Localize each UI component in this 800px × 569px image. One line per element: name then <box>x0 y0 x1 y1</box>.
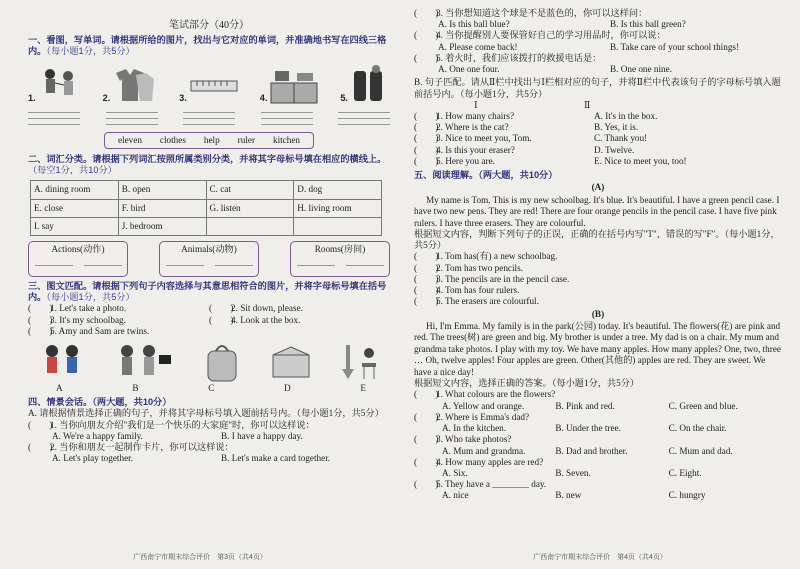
list-item: ( ) 3. It's my schoolbag. <box>28 314 126 325</box>
table-cell <box>294 217 382 235</box>
kitchen-icon <box>269 65 319 105</box>
options: A. We're a happy family. B. I have a happy day. <box>52 430 303 441</box>
word: help <box>203 134 220 145</box>
right-page <box>400 0 800 569</box>
photo-icon <box>115 341 175 383</box>
table-cell <box>206 217 294 235</box>
writing-line[interactable] <box>338 108 390 126</box>
list-item: ( ) 5. They have a ________ day. <box>414 479 547 490</box>
list-item: ( ) 4. Is this your eraser? D. Twelve. <box>414 144 635 155</box>
list-item: ( ) 2. Where is the cat? B. Yes, it is. <box>414 122 639 133</box>
picture-labels: A B C D E <box>56 383 366 394</box>
vocab-table <box>30 180 382 236</box>
picture-4: 4. <box>260 63 320 105</box>
picture-match-items <box>28 303 390 337</box>
list-item: ( ) 5. The erasers are colourful. <box>414 296 539 307</box>
picture-row <box>28 63 390 105</box>
section-2-heading: 二、词汇分类。请根据下列词汇按照所属类别分类，并将其字母标号填在相应的横线上。（每空1分，共10分） <box>28 153 387 176</box>
list-item: ( ) 5. Amy and Sam are twins. <box>28 325 150 336</box>
list-item: ( ) 3. Who take photos? <box>414 434 512 445</box>
picture-2: 2. <box>103 63 159 105</box>
sentence-match <box>414 111 782 167</box>
passage-a-label: (A) <box>591 182 605 193</box>
section-4-heading: 四、情景会话。（两大题，共10分） <box>28 397 172 408</box>
dialogue-question: ( ) 1. 当你向朋友介绍"我们是一个快乐的大家庭"时，你可以这样说： <box>28 419 315 430</box>
list-item: ( ) 2. Tom has two pencils. <box>414 262 523 273</box>
writing-line[interactable] <box>28 108 80 126</box>
list-item: ( ) 3. Nice to meet you, Tom. C. Thank you! <box>414 133 648 144</box>
table-cell: I. say <box>31 217 119 235</box>
passage-a-instructions: 根据短文内容，判断下列句子的正误，正确的在括号内写"T"，错误的写"F"。（每小题1分，共5分） <box>414 229 780 251</box>
table-cell: B. open <box>118 181 206 199</box>
table-cell: E. close <box>31 199 119 217</box>
true-false-items <box>414 251 782 307</box>
schoolbag-icon <box>202 341 242 383</box>
actions-box: Actions(动作) <box>28 241 128 277</box>
picture-3: 3. <box>179 63 239 105</box>
table-cell: G. listen <box>206 199 294 217</box>
animals-box: Animals(动物) <box>159 241 259 277</box>
list-item: ( ) 2. Sit down, please. <box>209 303 303 314</box>
list-item: ( ) 4. How many apples are red? <box>414 456 544 467</box>
rooms-box: Rooms(房间) <box>290 241 390 277</box>
match-pictures <box>38 341 380 383</box>
writing-line[interactable] <box>261 108 313 126</box>
dialogue-question: ( ) 2. 当你和朋友一起制作卡片，你可以这样说： <box>28 442 234 453</box>
column-headers: Ⅰ Ⅱ <box>474 99 591 110</box>
picture-5: 5. <box>340 63 390 105</box>
four-line-grids <box>28 108 390 126</box>
twins-icon <box>38 341 88 383</box>
table-cell: J. bedroom <box>118 217 206 235</box>
picture-1: 1. <box>28 63 82 105</box>
box-icon <box>269 341 313 383</box>
section-4a-instructions: A. 请根据情景选择正确的句子，并将其字母标号填入题前括号内。（每小题1分，共5分） <box>28 408 384 419</box>
list-item: ( ) 4. Tom has four rulers. <box>414 285 520 296</box>
dialogue-continued: ( ) 3. 当你想知道这个球是不是蓝色的，你可以这样问： A. Is this ball blue? B. Is this ball green? ( ) 4. 当你提醒别人要保管好自己的学习用品时，你可以说： A. Please come back! B. Take care of your school things! ( ) 5. 着火时，我们应该拨打的救援电话是： A. One one four. B. One one nine. <box>414 8 740 75</box>
section-5-heading: 五、阅读理解。（两大题，共10分） <box>414 170 558 181</box>
word: kitchen <box>272 134 301 145</box>
options: A. Let's play together. B. Let's make a card together. <box>52 453 331 464</box>
category-boxes <box>28 241 390 277</box>
list-item: ( ) 1. Tom has(有) a new schoolbag. <box>414 251 558 262</box>
page-footer: 广西南宁市期末综合评价 第3页（共4页） <box>133 554 267 562</box>
passage-b-instructions: 根据短文内容，选择正确的答案。（每小题1分，共5分） <box>414 378 640 389</box>
ruler-icon <box>189 65 239 105</box>
list-item: ( ) 1. Let's take a photo. <box>28 303 127 314</box>
list-item: ( ) 1. How many chairs? A. It's in the box. <box>414 110 658 121</box>
list-item: ( ) 1. What colours are the flowers? <box>414 389 556 400</box>
page-footer: 广西南宁市期末综合评价 第4页（共4页） <box>533 554 667 562</box>
helping-people-icon <box>38 65 82 105</box>
word: ruler <box>237 134 256 145</box>
writing-line[interactable] <box>183 108 235 126</box>
passage-b-label: (B) <box>591 308 605 319</box>
word: eleven <box>117 134 142 145</box>
written-part-title: 笔试部分（40分） <box>169 20 249 31</box>
section-4b-heading: B. 句子匹配。请从Ⅱ栏中找出与Ⅰ栏相对应的句子，并将Ⅱ栏中代表该句子的字母标号填入题前括号内。（每小题1分，共5分） <box>414 77 781 99</box>
sit-down-icon <box>340 341 380 383</box>
list-item: ( ) 3. The pencils are in the pencil case. <box>414 273 570 284</box>
table-cell: A. dining room <box>31 181 119 199</box>
table-cell: H. living room <box>294 199 382 217</box>
table-cell: D. dog <box>294 181 382 199</box>
clothes-icon <box>112 65 158 105</box>
table-cell: F. bird <box>118 199 206 217</box>
multiple-choice-items: ( ) 1. What colours are the flowers? A. Yellow and orange. B. Pink and red. C. Green and blue. ( ) 2. Where is Emma's dad? A. In the kitchen. B. Under the tree. C. On the chair. ( ) 3. Who take photos? A. Mum and grandma. B. Dad and brother. C. Mum and dad. ( ) 4. How many apples are red? A. Six. B. Seven. C. Eight. ( ) 5. They have a ________ day. A. nice B. new C. hungry <box>414 389 782 501</box>
word-bank <box>104 132 314 149</box>
list-item: ( ) 4. Look at the box. <box>209 314 301 325</box>
eleven-icon <box>350 65 390 105</box>
list-item: ( ) 2. Where is Emma's dad? <box>414 411 530 422</box>
passage-b: Hi, I'm Emma. My family is in the park(公园) today. It's beautiful. The flowers(花) are pink and red. The trees(树) are green and big. My brother is under a tree. My dad is on a chair. My mum and grandma take photos. I play with my toy. We have many apples. How many apples? One, two, three … Oh, twelve apples! Four apples are green. Other(其他的) apples are red. They are sweet. We have a nice day! <box>414 320 781 377</box>
section-1-heading: 一、看图，写单词。请根据所给的图片，找出与它对应的单词，并准确地书写在四线三格内。（每小题1分，共5分） <box>28 35 387 57</box>
writing-line[interactable] <box>106 108 158 126</box>
word: clothes <box>159 134 186 145</box>
passage-a: My name is Tom. This is my new schoolbag. It's blue. It's beautiful. I have a green pencil case. I have two new pens. They are red! There are four orange pencils in the pencil case. I have five pink rulers. I have three erasers. They are colourful. <box>414 194 780 228</box>
list-item: ( ) 5. Here you are. E. Nice to meet you, too! <box>414 155 687 166</box>
table-cell: C. cat <box>206 181 294 199</box>
section-3-heading: 三、图文匹配。请根据下列句子内容选择与其意思相符合的图片，并将字母标号填在括号内。（每小题1分，共5分） <box>28 280 387 303</box>
